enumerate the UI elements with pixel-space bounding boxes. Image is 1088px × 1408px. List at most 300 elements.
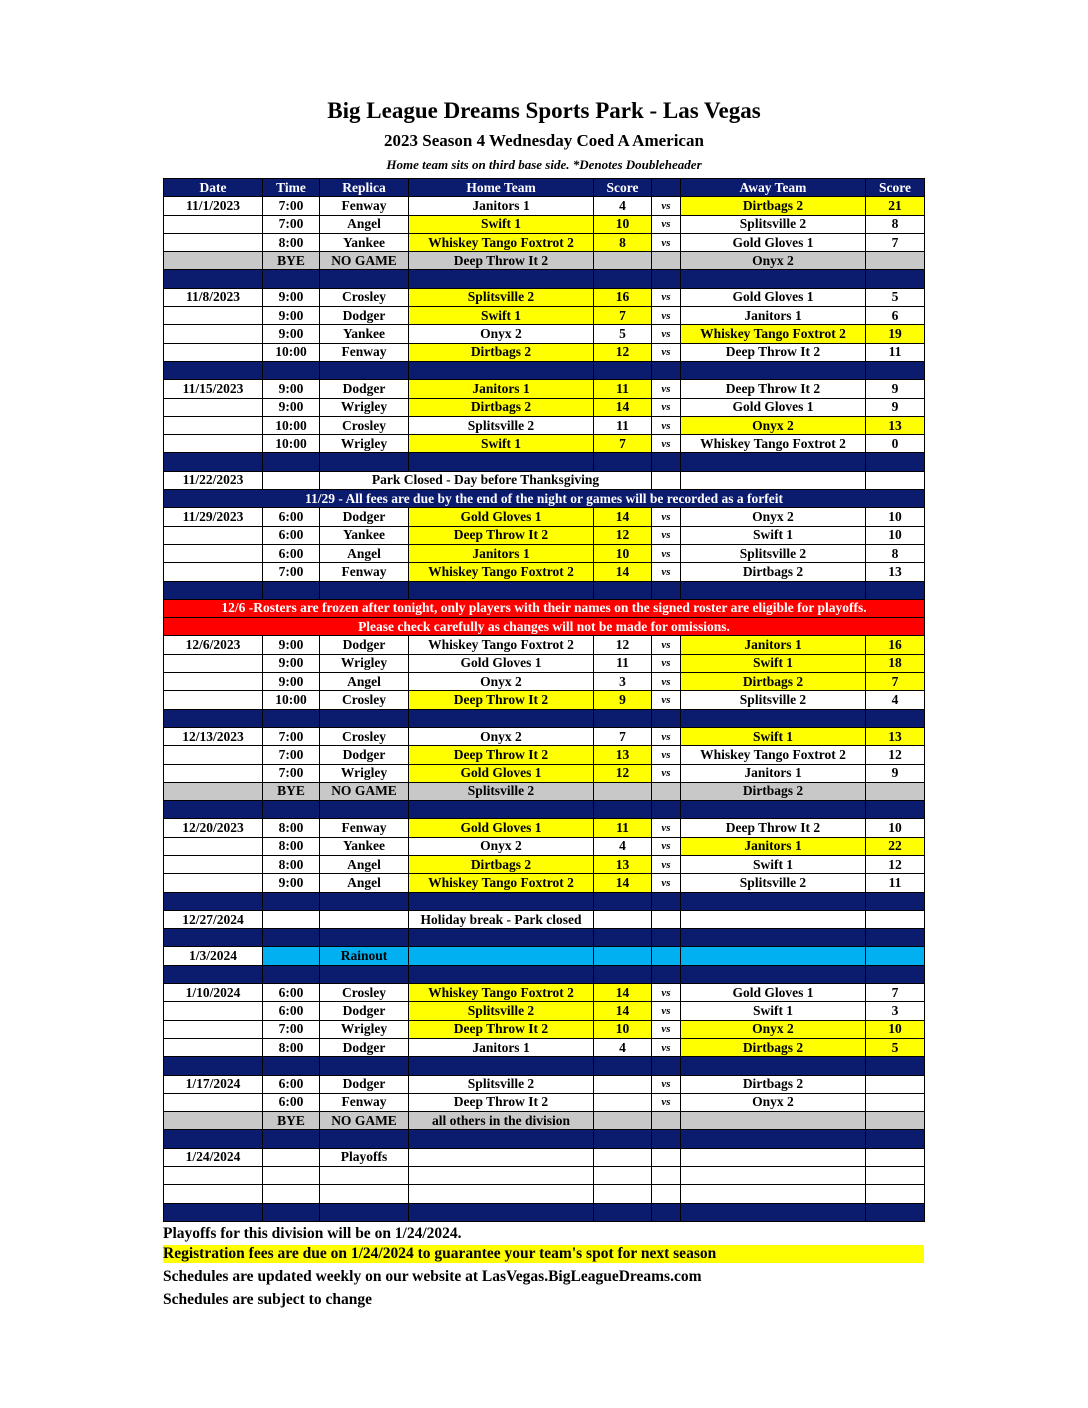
cell-date [164, 343, 263, 361]
cell-time: 6:00 [263, 1093, 320, 1111]
rainout-row [164, 947, 925, 965]
week-separator-row [164, 929, 925, 947]
cell-home-score: 12 [594, 764, 652, 782]
cell-home-score: 12 [594, 636, 652, 654]
cell-away-team: Splitsville 2 [681, 215, 866, 233]
cell-replica: Dodger [320, 1038, 409, 1056]
cell-replica: Angel [320, 673, 409, 691]
cell-away-team [681, 910, 866, 928]
cell-home-team: Janitors 1 [409, 197, 594, 215]
week-separator-row [164, 709, 925, 727]
cell-time: 7:00 [263, 1020, 320, 1038]
cell-time: 7:00 [263, 215, 320, 233]
separator-cell [681, 929, 866, 947]
table-row [164, 727, 925, 745]
table-row [164, 746, 925, 764]
park-closed-message: Park Closed - Day before Thanksgiving [320, 471, 652, 489]
cell-replica: NO GAME [320, 782, 409, 800]
separator-cell [263, 1130, 320, 1148]
cell-vs: vs [652, 636, 681, 654]
cell-away-team: Whiskey Tango Foxtrot 2 [681, 435, 866, 453]
separator-cell [164, 1130, 263, 1148]
cell-vs [652, 947, 681, 965]
cell-time: 8:00 [263, 819, 320, 837]
cell-away-team [681, 1167, 866, 1185]
week-separator-row [164, 965, 925, 983]
cell-away-score [866, 1075, 925, 1093]
cell-away-team [681, 947, 866, 965]
col-header-time: Time [263, 179, 320, 197]
separator-cell [594, 361, 652, 379]
cell-time: 9:00 [263, 398, 320, 416]
separator-cell [866, 270, 925, 288]
table-row [164, 233, 925, 251]
cell-home-team: Gold Gloves 1 [409, 764, 594, 782]
cell-vs: vs [652, 1020, 681, 1038]
separator-cell [594, 453, 652, 471]
cell-vs: vs [652, 435, 681, 453]
table-row [164, 343, 925, 361]
cell-away-team: Onyx 2 [681, 416, 866, 434]
cell-away-score: 18 [866, 654, 925, 672]
cell-date [164, 837, 263, 855]
separator-cell [409, 270, 594, 288]
week-separator-row [164, 581, 925, 599]
table-row [164, 654, 925, 672]
cell-date: 1/10/2024 [164, 984, 263, 1002]
cell-date [164, 746, 263, 764]
cell-vs: vs [652, 325, 681, 343]
separator-cell [320, 581, 409, 599]
cell-date: 12/20/2023 [164, 819, 263, 837]
cell-date: 1/3/2024 [164, 947, 263, 965]
schedule-note: Home team sits on third base side. *Denotes Doubleheader [386, 157, 702, 172]
separator-cell [409, 361, 594, 379]
cell-away-team: Swift 1 [681, 1002, 866, 1020]
cell-away-score: 11 [866, 343, 925, 361]
cell-away-team: Gold Gloves 1 [681, 233, 866, 251]
col-header-home-score: Score [594, 179, 652, 197]
cell-vs: vs [652, 380, 681, 398]
separator-cell [320, 929, 409, 947]
separator-cell [263, 1203, 320, 1221]
cell-home-score: 13 [594, 855, 652, 873]
cell-replica: NO GAME [320, 252, 409, 270]
separator-cell [594, 270, 652, 288]
cell-time: 6:00 [263, 1002, 320, 1020]
separator-cell [681, 1203, 866, 1221]
cell-away-team: Deep Throw It 2 [681, 380, 866, 398]
cell-vs [652, 1148, 681, 1166]
separator-cell [652, 1203, 681, 1221]
cell-vs [652, 910, 681, 928]
cell-time: 6:00 [263, 526, 320, 544]
separator-cell [409, 709, 594, 727]
cell-home-team: Splitsville 2 [409, 1002, 594, 1020]
separator-cell [594, 929, 652, 947]
cell-replica: Angel [320, 544, 409, 562]
cell-home-score [594, 1093, 652, 1111]
cell-date: 1/17/2024 [164, 1075, 263, 1093]
cell-replica: Angel [320, 215, 409, 233]
separator-cell [652, 581, 681, 599]
cell-date [164, 1002, 263, 1020]
cell-time [263, 1148, 320, 1166]
cell-away-score [866, 947, 925, 965]
separator-cell [164, 965, 263, 983]
page-subtitle: 2023 Season 4 Wednesday Coed A American [384, 131, 704, 150]
cell-away-score: 9 [866, 398, 925, 416]
cell-home-team: Gold Gloves 1 [409, 654, 594, 672]
cell-away-team: Splitsville 2 [681, 544, 866, 562]
cell-home-score: 13 [594, 746, 652, 764]
cell-date [164, 233, 263, 251]
cell-vs [652, 782, 681, 800]
cell-away-team: Janitors 1 [681, 837, 866, 855]
separator-cell [866, 453, 925, 471]
cell-away-team: Onyx 2 [681, 1020, 866, 1038]
col-header-vs [652, 179, 681, 197]
cell-home-team: Dirtbags 2 [409, 343, 594, 361]
separator-cell [320, 709, 409, 727]
cell-vs: vs [652, 398, 681, 416]
cell-home-score [594, 1148, 652, 1166]
cell-away-team: Gold Gloves 1 [681, 398, 866, 416]
cell-home-team: Dirtbags 2 [409, 855, 594, 873]
separator-cell [164, 929, 263, 947]
separator-cell [320, 1057, 409, 1075]
footer-change-note: Schedules are subject to change [163, 1291, 372, 1308]
cell-time: 9:00 [263, 874, 320, 892]
cell-home-team: Splitsville 2 [409, 288, 594, 306]
separator-cell [594, 1057, 652, 1075]
table-row [164, 508, 925, 526]
cell-away-score [866, 1148, 925, 1166]
cell-date [164, 782, 263, 800]
footer-registration-note: Registration fees are due on 1/24/2024 to guarantee your team's spot for next season [163, 1245, 924, 1263]
table-row [164, 215, 925, 233]
cell-home-score [594, 1167, 652, 1185]
cell-time [263, 947, 320, 965]
cell-date [164, 307, 263, 325]
separator-cell [164, 1057, 263, 1075]
cell-home-team: Dirtbags 2 [409, 398, 594, 416]
cell-date [164, 325, 263, 343]
cell-home-score: 5 [594, 325, 652, 343]
table-row [164, 416, 925, 434]
cell-home-team: Whiskey Tango Foxtrot 2 [409, 636, 594, 654]
separator-cell [866, 361, 925, 379]
page-title: Big League Dreams Sports Park - Las Vegas [327, 98, 761, 123]
cell-away-score [866, 1185, 925, 1203]
week-separator-row [164, 892, 925, 910]
cell-replica: Angel [320, 874, 409, 892]
col-header-away-team: Away Team [681, 179, 866, 197]
cell-date [164, 1020, 263, 1038]
cell-away-team: Deep Throw It 2 [681, 343, 866, 361]
park-closed-row [164, 471, 925, 489]
cell-replica: Yankee [320, 325, 409, 343]
cell-vs: vs [652, 233, 681, 251]
cell-away-score [866, 1112, 925, 1130]
separator-cell [652, 892, 681, 910]
separator-cell [263, 709, 320, 727]
separator-cell [681, 270, 866, 288]
cell-vs: vs [652, 526, 681, 544]
cell-vs [652, 1185, 681, 1203]
separator-cell [652, 965, 681, 983]
separator-cell [263, 965, 320, 983]
cell-away-score: 3 [866, 1002, 925, 1020]
cell-home-score: 4 [594, 1038, 652, 1056]
separator-cell [594, 581, 652, 599]
cell-time: 6:00 [263, 1075, 320, 1093]
separator-cell [681, 801, 866, 819]
cell-time: 6:00 [263, 984, 320, 1002]
table-row [164, 398, 925, 416]
cell-time: 9:00 [263, 673, 320, 691]
cell-home-score: 7 [594, 727, 652, 745]
cell-empty [652, 471, 681, 489]
table-row [164, 1002, 925, 1020]
table-row [164, 673, 925, 691]
cell-replica: Crosley [320, 288, 409, 306]
cell-home-team [409, 1167, 594, 1185]
cell-home-score: 9 [594, 691, 652, 709]
cell-home-team [409, 1185, 594, 1203]
table-row [164, 307, 925, 325]
cell-home-team: Swift 1 [409, 435, 594, 453]
cell-home-team: Deep Throw It 2 [409, 1093, 594, 1111]
cell-vs: vs [652, 416, 681, 434]
cell-away-score: 5 [866, 1038, 925, 1056]
cell-empty [681, 471, 866, 489]
separator-cell [866, 1130, 925, 1148]
cell-home-score [594, 910, 652, 928]
cell-away-score: 10 [866, 1020, 925, 1038]
table-row [164, 636, 925, 654]
cell-date [164, 855, 263, 873]
table-row [164, 855, 925, 873]
table-row [164, 1148, 925, 1166]
cell-home-score: 10 [594, 544, 652, 562]
cell-home-team: Janitors 1 [409, 1038, 594, 1056]
cell-date [164, 544, 263, 562]
separator-cell [164, 801, 263, 819]
cell-away-score: 0 [866, 435, 925, 453]
cell-time: 10:00 [263, 435, 320, 453]
cell-date: 12/27/2024 [164, 910, 263, 928]
cell-time: 7:00 [263, 197, 320, 215]
bye-row [164, 782, 925, 800]
cell-vs: vs [652, 984, 681, 1002]
cell-vs: vs [652, 819, 681, 837]
cell-vs: vs [652, 343, 681, 361]
separator-cell [652, 453, 681, 471]
cell-away-score: 10 [866, 526, 925, 544]
cell-replica: Dodger [320, 636, 409, 654]
cell-home-team: Splitsville 2 [409, 416, 594, 434]
separator-cell [866, 581, 925, 599]
fees-banner: 11/29 - All fees are due by the end of the night or games will be recorded as a forfeit [164, 490, 925, 508]
cell-replica: Wrigley [320, 398, 409, 416]
cell-away-score: 13 [866, 563, 925, 581]
table-row [164, 1093, 925, 1111]
cell-vs: vs [652, 673, 681, 691]
separator-cell [320, 965, 409, 983]
cell-time: 10:00 [263, 691, 320, 709]
cell-replica: Yankee [320, 233, 409, 251]
cell-replica: Dodger [320, 1002, 409, 1020]
table-row [164, 874, 925, 892]
cell-home-score: 11 [594, 654, 652, 672]
separator-cell [409, 453, 594, 471]
cell-away-team: Whiskey Tango Foxtrot 2 [681, 746, 866, 764]
cell-replica [320, 1185, 409, 1203]
separator-cell [320, 801, 409, 819]
week-separator-row [164, 1130, 925, 1148]
separator-cell [866, 929, 925, 947]
cell-away-team: Dirtbags 2 [681, 1038, 866, 1056]
cell-away-score: 9 [866, 380, 925, 398]
cell-replica: Wrigley [320, 1020, 409, 1038]
cell-date: 11/8/2023 [164, 288, 263, 306]
separator-cell [866, 1057, 925, 1075]
cell-date [164, 526, 263, 544]
cell-date [164, 874, 263, 892]
separator-cell [866, 965, 925, 983]
separator-cell [652, 1130, 681, 1148]
cell-away-team: Janitors 1 [681, 307, 866, 325]
table-row [164, 764, 925, 782]
cell-away-team: Swift 1 [681, 855, 866, 873]
cell-empty [866, 471, 925, 489]
table-row [164, 435, 925, 453]
cell-home-team: Holiday break - Park closed [409, 910, 594, 928]
cell-vs: vs [652, 307, 681, 325]
table-row [164, 837, 925, 855]
cell-replica: Dodger [320, 307, 409, 325]
cell-home-score: 16 [594, 288, 652, 306]
separator-cell [409, 581, 594, 599]
cell-home-team: Whiskey Tango Foxtrot 2 [409, 984, 594, 1002]
cell-time: 9:00 [263, 325, 320, 343]
separator-cell [263, 270, 320, 288]
cell-away-score: 21 [866, 197, 925, 215]
separator-cell [681, 965, 866, 983]
table-row [164, 819, 925, 837]
cell-time: 9:00 [263, 307, 320, 325]
cell-time: 8:00 [263, 1038, 320, 1056]
cell-home-score [594, 252, 652, 270]
cell-time: 6:00 [263, 544, 320, 562]
cell-time: 7:00 [263, 764, 320, 782]
separator-cell [409, 1130, 594, 1148]
cell-replica: Yankee [320, 837, 409, 855]
cell-replica: Dodger [320, 1075, 409, 1093]
table-row [164, 325, 925, 343]
cell-date [164, 654, 263, 672]
cell-home-team: Gold Gloves 1 [409, 819, 594, 837]
cell-home-team [409, 1148, 594, 1166]
cell-home-team: Deep Throw It 2 [409, 746, 594, 764]
col-header-away-score: Score [866, 179, 925, 197]
cell-date: 11/15/2023 [164, 380, 263, 398]
bye-row [164, 1112, 925, 1130]
cell-home-team: Swift 1 [409, 215, 594, 233]
separator-cell [652, 270, 681, 288]
cell-replica: Dodger [320, 746, 409, 764]
cell-away-score: 10 [866, 508, 925, 526]
cell-home-team: Deep Throw It 2 [409, 526, 594, 544]
separator-cell [164, 709, 263, 727]
week-separator-row [164, 801, 925, 819]
cell-replica: Dodger [320, 380, 409, 398]
cell-home-team: Whiskey Tango Foxtrot 2 [409, 874, 594, 892]
cell-home-score: 11 [594, 380, 652, 398]
separator-cell [164, 892, 263, 910]
col-header-date: Date [164, 179, 263, 197]
cell-home-score: 14 [594, 398, 652, 416]
cell-time: 8:00 [263, 837, 320, 855]
cell-home-score: 14 [594, 1002, 652, 1020]
cell-vs: vs [652, 874, 681, 892]
separator-cell [681, 892, 866, 910]
cell-home-score: 11 [594, 819, 652, 837]
separator-cell [594, 965, 652, 983]
table-row [164, 1075, 925, 1093]
cell-away-score: 9 [866, 764, 925, 782]
cell-home-score: 7 [594, 307, 652, 325]
cell-away-team: Swift 1 [681, 526, 866, 544]
table-header-row [164, 179, 925, 197]
cell-time [263, 910, 320, 928]
cell-away-team: Dirtbags 2 [681, 782, 866, 800]
cell-away-team: Swift 1 [681, 654, 866, 672]
cell-away-score: 19 [866, 325, 925, 343]
schedule-table [163, 178, 925, 1222]
cell-vs: vs [652, 288, 681, 306]
table-row [164, 380, 925, 398]
cell-vs: vs [652, 1075, 681, 1093]
separator-cell [866, 709, 925, 727]
cell-time: 10:00 [263, 416, 320, 434]
separator-cell [164, 270, 263, 288]
cell-date [164, 435, 263, 453]
cell-home-score: 7 [594, 435, 652, 453]
cell-date [164, 416, 263, 434]
cell-time: BYE [263, 782, 320, 800]
table-row [164, 563, 925, 581]
cell-vs: vs [652, 1038, 681, 1056]
cell-date: 12/13/2023 [164, 727, 263, 745]
cell-home-score: 11 [594, 416, 652, 434]
cell-home-team [409, 947, 594, 965]
separator-cell [681, 361, 866, 379]
cell-home-score: 10 [594, 1020, 652, 1038]
cell-vs: vs [652, 544, 681, 562]
cell-home-score: 4 [594, 837, 652, 855]
cell-vs: vs [652, 691, 681, 709]
cell-date [164, 691, 263, 709]
cell-vs: vs [652, 746, 681, 764]
cell-replica: Crosley [320, 416, 409, 434]
cell-replica: Rainout [320, 947, 409, 965]
cell-away-score: 8 [866, 215, 925, 233]
cell-away-team: Dirtbags 2 [681, 563, 866, 581]
cell-home-score: 10 [594, 215, 652, 233]
cell-date [164, 1185, 263, 1203]
